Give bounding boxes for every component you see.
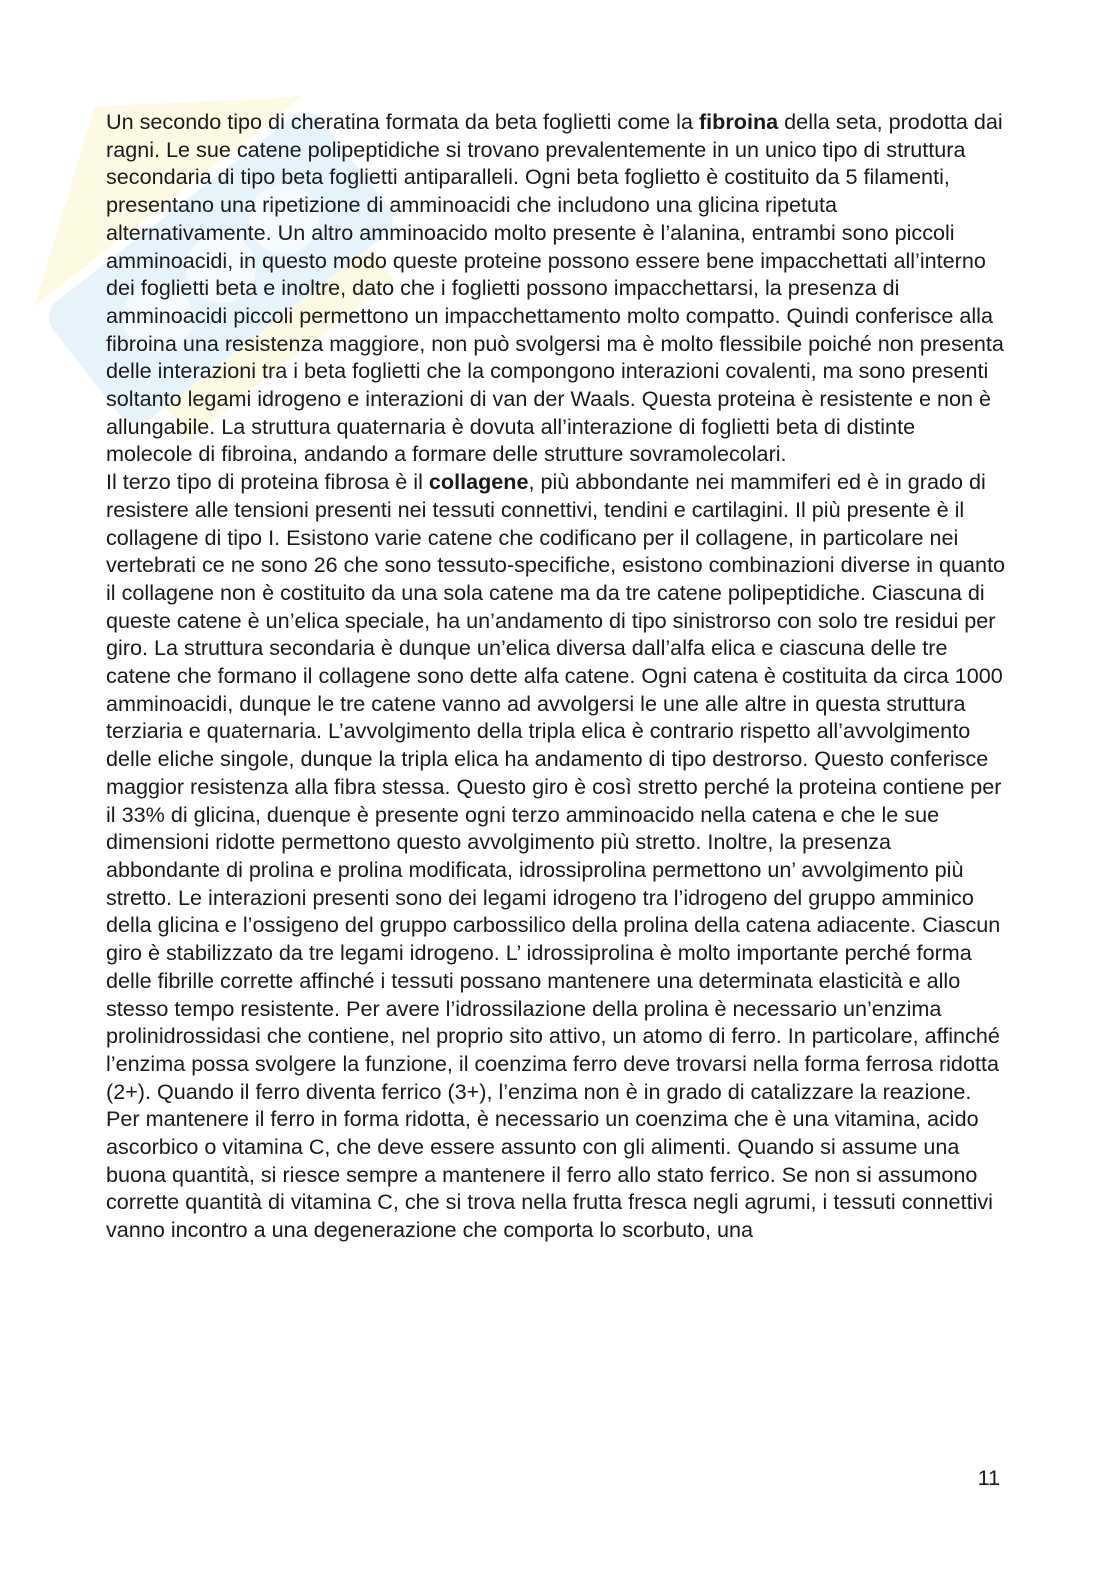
bold-term-fibroina: fibroina <box>698 109 779 134</box>
document-body <box>106 108 1006 1244</box>
text-segment: Il terzo tipo di proteina fibrosa è il <box>106 469 429 495</box>
page-number: 11 <box>977 1465 1000 1490</box>
paragraph-fibroina <box>106 108 1006 468</box>
text-segment: , più abbondante nei mammiferi ed è in grado di resistere alle tensioni presenti nei tessuti connettivi, tendini e cartilagini. Il più presente è il collagene di tipo I. Esistono varie catene che codificano per il collagene, in particolare nei vertebrati ce ne sono 26 che sono tessuto-specifiche, esistono combinazioni diverse in quanto il collagene non è costituito da una sola catene ma da tre catene polipeptidiche. Ciascuna di queste catene è un’elica speciale, ha un’andamento di tipo sinistrorso con solo tre residui per giro. La struttura secondaria è dunque un’elica diversa dall’alfa elica e ciascuna delle tre catene che formano il collagene sono dette alfa catene. Ogni catena è costituita da circa 1000 amminoacidi, dunque le tre catene vanno ad avvolgersi le une alle altre in questa struttura terziaria e quaternaria. L’avvolgimento della tripla elica è contrario rispetto all’avvolgimento delle eliche singole, dunque la tripla elica ha andamento di tipo destrorso. Questo conferisce maggior resistenza alla fibra stessa. Questo giro è così stretto perché la proteina contiene per il 33% di glicina, duenque è presente ogni terzo amminoacido nella catena e che le sue dimensioni ridotte permettono questo avvolgimento più stretto. Inoltre, la presenza abbondante di prolina e prolina modificata, idrossiprolina permettono un’ avvolgimento più stretto. Le interazioni presenti sono dei legami idrogeno tra l’idrogeno del gruppo amminico della glicina e l’ossigeno del gruppo carbossilico della prolina della catena adiacente. Ciascun giro è stabilizzato da tre legami idrogeno. L’ idrossiprolina è molto importante perché forma delle fibrille corrette affinché i tessuti possano mantenere una determinata elasticità e allo stesso tempo resistente. Per avere l’idrossilazione della prolina è necessario un’enzima prolinidrossidasi che contiene, nel proprio sito attivo, un atomo di ferro. In particolare, affinché l’enzima possa svolgere la funzione, il coenzima ferro deve trovarsi nella forma ferrosa ridotta (2+). Quando il ferro diventa ferrico (3+), l’enzima non è in grado di catalizzare la reazione. Per mantenere il ferro in forma ridotta, è necessario un coenzima che è una vitamina, acido ascorbico o vitamina C, che deve essere assunto con gli alimenti. Quando si assume una buona quantità, si riesce sempre a mantenere il ferro allo stato ferrico. Se non si assumono corrette quantità di vitamina C, che si trova nella frutta fresca negli agrumi, i tessuti connettivi vanno incontro a una degenerazione che comporta lo scorbuto, una <box>106 469 1006 1243</box>
text-segment: della seta, prodotta dai ragni. Le sue catene polipeptidiche si trovano prevalentemente in un unico tipo di struttura secondaria di tipo beta foglietti antiparalleli. Ogni beta foglietto è costituito da 5 filamenti, presentano una ripetizione di amminoacidi che includono una glicina ripetuta alternativamente. Un altro amminoacido molto presente è l’alanina, entrambi sono piccoli amminoacidi, in questo modo queste proteine possono essere bene impacchettati all’interno dei foglietti beta e inoltre, dato che i foglietti possono impacchettarsi, la presenza di amminoacidi piccoli permettono un impacchettamento molto compatto. Quindi conferisce alla fibroina una resistenza maggiore, non può svolgersi ma è molto flessibile poiché non presenta delle interazioni tra i beta foglietti che la compongono interazioni covalenti, ma sono presenti soltanto legami idrogeno e interazioni di van der Waals. Questa proteina è resistente e non è allungabile. La struttura quaternaria è dovuta all’interazione di foglietti beta di distinte molecole di fibroina, andando a formare delle strutture sovramolecolari. <box>106 109 1004 467</box>
bold-term-collagene: collagene <box>428 469 529 495</box>
text-segment: Un secondo tipo di cheratina formata da beta foglietti come la <box>106 109 699 134</box>
paragraph-collagene <box>106 468 1006 1244</box>
